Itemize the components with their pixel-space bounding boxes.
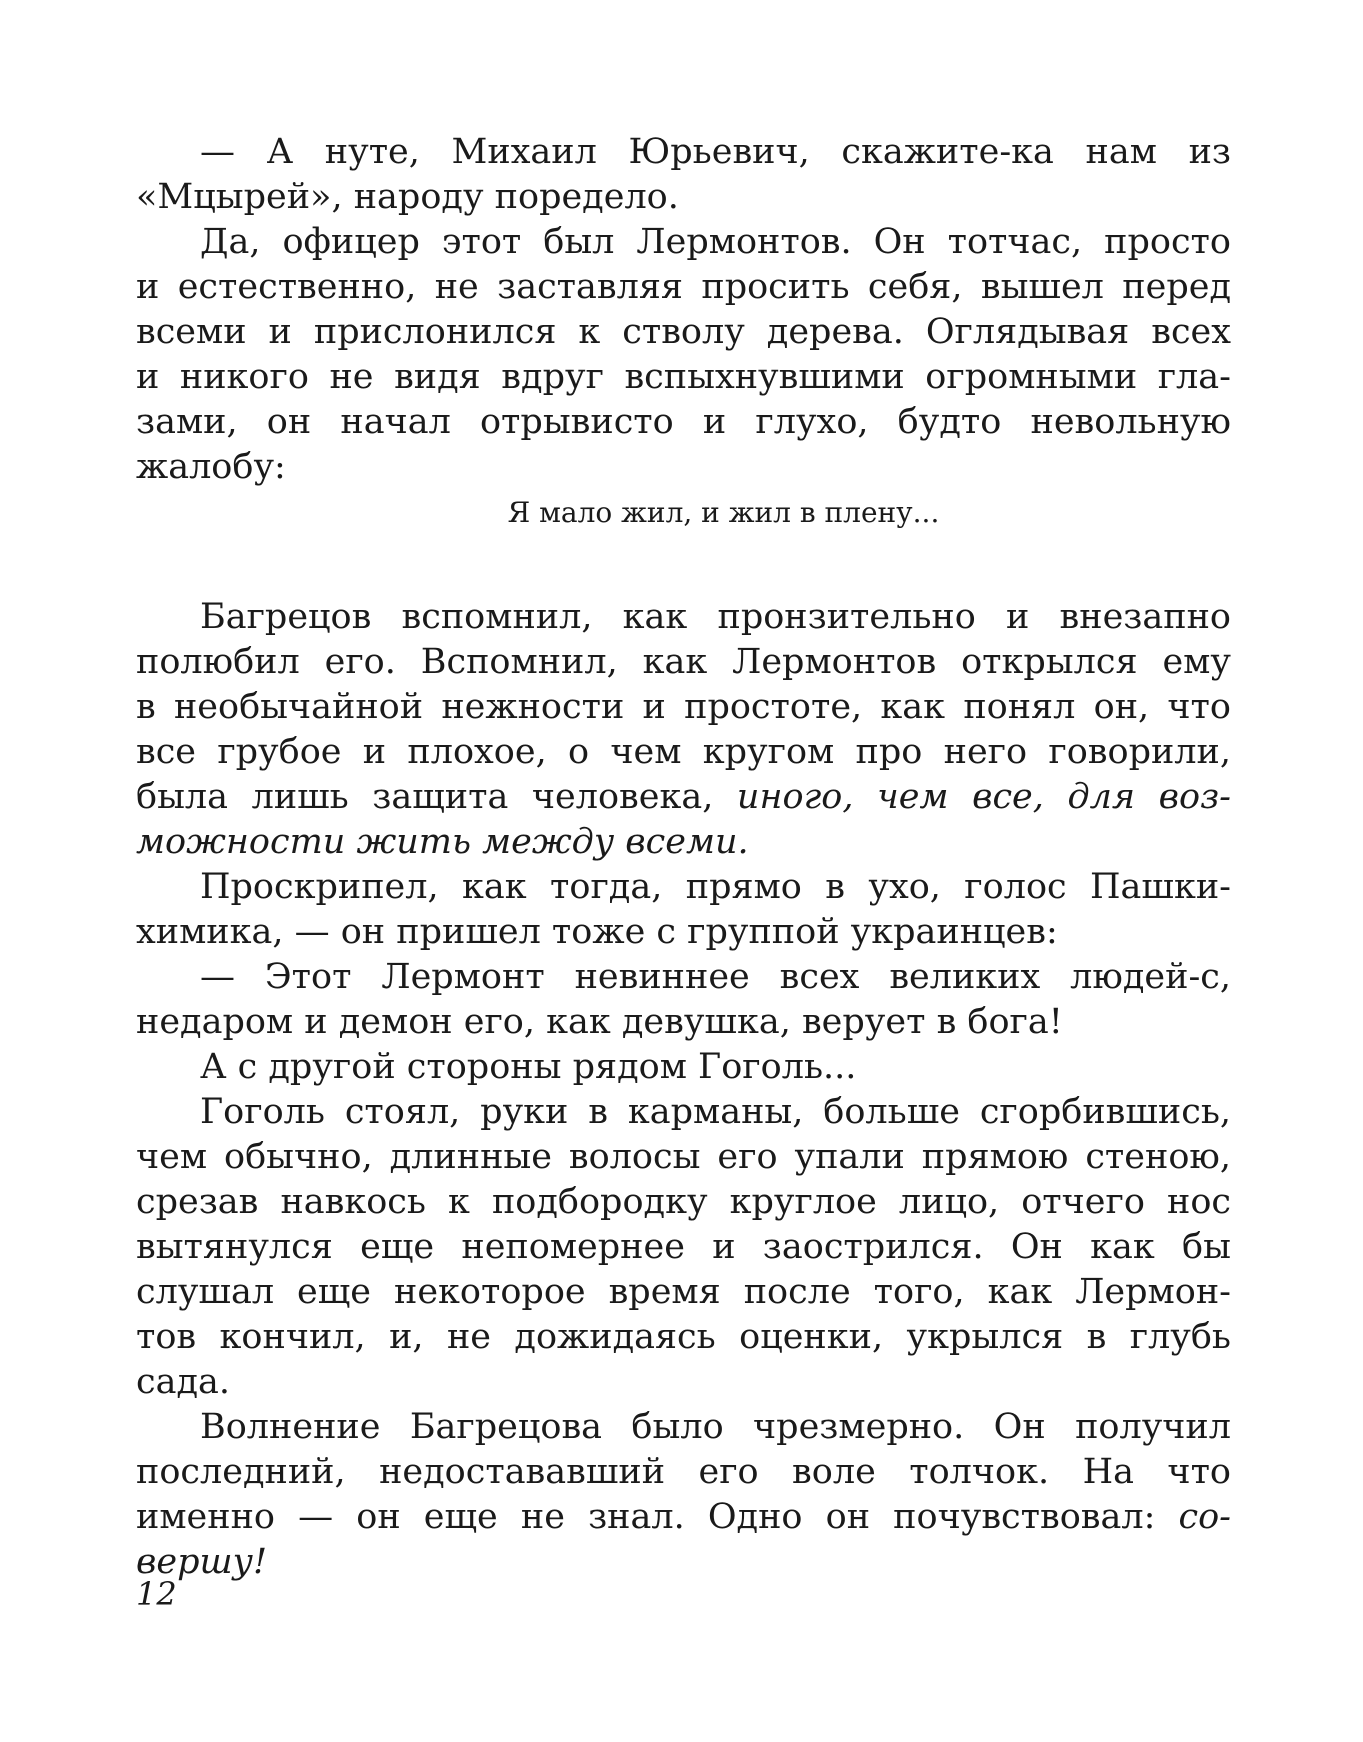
text-line: Да, офицер этот был Лермонтов. Он тотчас, просто	[200, 222, 1231, 262]
text-line: тов кончил, и, не дожидаясь оценки, укрылся в глубь	[136, 1317, 1231, 1357]
text-line	[136, 1540, 1231, 1585]
text-line: сада.	[136, 1362, 231, 1402]
spacer	[136, 535, 1231, 595]
text-line: последний, недостававший его воле толчок. На что	[136, 1452, 1231, 1492]
page-number: 12	[136, 1575, 177, 1613]
text-line: чем обычно, длинные волосы его упали прямою стеною,	[136, 1137, 1231, 1177]
text-plain: именно — он еще не знал. Одно он почувствовал:	[136, 1497, 1179, 1537]
text-line: и никого не видя вдруг вспыхнувшими огромными гла-	[136, 357, 1231, 397]
text-plain: была лишь защита человека,	[136, 777, 737, 817]
text-line: всеми и прислонился к стволу дерева. Оглядывая всех	[136, 312, 1231, 352]
text-line: зами, он начал отрывисто и глухо, будто невольную	[136, 402, 1231, 442]
text-line: — А нуте, Михаил Юрьевич, скажите-ка нам из	[200, 132, 1231, 172]
text-line: недаром и демон его, как девушка, верует в бога!	[136, 1002, 1063, 1042]
text-line: и естественно, не заставляя просить себя, вышел перед	[136, 267, 1231, 307]
text-line: вытянулся еще непомернее и заострился. Он как бы	[136, 1227, 1231, 1267]
text-line: Проскрипел, как тогда, прямо в ухо, голос Пашки-	[200, 867, 1231, 907]
verse-quote: Я мало жил, и жил в плену...	[507, 496, 940, 529]
text-line: Багрецов вспомнил, как пронзительно и внезапно	[200, 597, 1231, 637]
text-line: жалобу:	[136, 447, 286, 487]
text-line: — Этот Лермонт невиннее всех великих людей-с,	[200, 957, 1231, 997]
text-line: все грубое и плохое, о чем кругом про него говорили,	[136, 732, 1231, 772]
text-italic: иного, чем все, для воз-	[736, 777, 1231, 817]
text-line: слушал еще некоторое время после того, как Лермон-	[136, 1272, 1231, 1312]
text-line: срезав навкось к подбородку круглое лицо, отчего нос	[136, 1182, 1231, 1222]
text-line	[136, 1495, 1231, 1540]
text-line: Волнение Багрецова было чрезмерно. Он получил	[200, 1407, 1231, 1447]
text-line: полюбил его. Вспомнил, как Лермонтов открылся ему	[136, 642, 1231, 682]
text-italic: со-	[1178, 1497, 1231, 1537]
text-line: «Мцырей», народу поредело.	[136, 177, 679, 217]
text-line	[136, 820, 1231, 865]
text-line: А с другой стороны рядом Гоголь...	[200, 1047, 857, 1087]
text-line: в необычайной нежности и простоте, как понял он, что	[136, 687, 1231, 727]
text-line: химика, — он пришел тоже с группой украинцев:	[136, 912, 1058, 952]
text-italic: вершу!	[136, 1542, 268, 1582]
body-text	[136, 130, 1231, 1585]
text-line	[136, 775, 1231, 820]
text-italic: можности жить между всеми.	[136, 822, 749, 862]
text-line: Гоголь стоял, руки в карманы, больше сгорбившись,	[200, 1092, 1231, 1132]
